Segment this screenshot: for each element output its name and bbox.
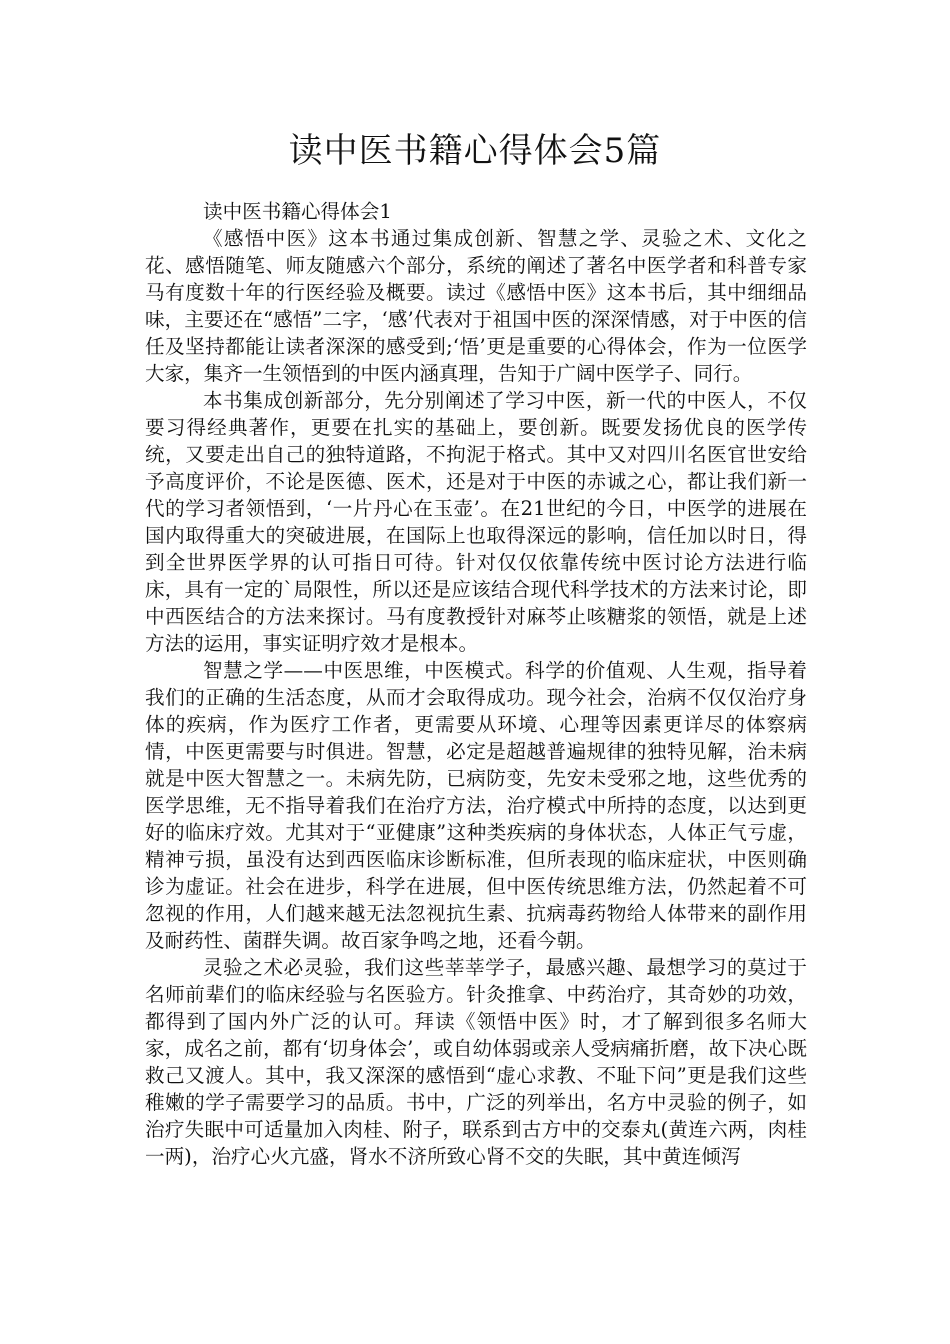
section-heading: 读中医书籍心得体会1 <box>203 200 392 223</box>
paragraph-1: 《感悟中医》这本书通过集成创新、智慧之学、灵验之术、文化之花、感悟随笔、师友随感六个部分，系统的阐述了著名中医学者和科普专家马有度数十年的行医经验及概要。读过《感悟中医》这本书后，其中细细品味，主要还在“感悟”二字，‘感’代表对于祖国中医的深深情感，对于中医的信任及坚持都能让读者深深的感受到;‘悟’更是重要的心得体会，作为一位医学大家，集齐一生领悟到的中医内涵真理，告知于广阔中医学子、同行。 <box>145 227 807 385</box>
paragraph-4: 灵验之术必灵验，我们这些莘莘学子，最感兴趣、最想学习的莫过于名师前辈们的临床经验与名医验方。针灸推拿、中药治疗，其奇妙的功效，都得到了国内外广泛的认可。拜读《领悟中医》时，才了解到很多名师大家，成名之前，都有‘切身体会’，或自幼体弱或亲人受病痛折磨，故下决心既救己又渡人。其中，我又深深的感悟到“虚心求教、不耻下问”更是我们这些稚嫩的学子需要学习的品质。书中，广泛的列举出，名方中灵验的例子，如治疗失眠中可适量加入肉桂、附子，联系到古方中的交泰丸(黄连六两，肉桂一两)，治疗心火亢盛，肾水不济所致心肾不交的失眠，其中黄连倾泻 <box>145 956 807 1168</box>
paragraph-2: 本书集成创新部分，先分别阐述了学习中医，新一代的中医人，不仅要习得经典著作，更要在扎实的基础上，要创新。既要发扬优良的医学传统，又要走出自己的独特道路，不拘泥于格式。其中又对四川名医官世安给予高度评价，不论是医德、医术，还是对于中医的赤诚之心，都让我们新一代的学习者领悟到，‘一片丹心在玉壶’。在21世纪的今日，中医学的进展在国内取得重大的突破进展，在国际上也取得深远的影响，信任加以时日，得到全世界医学界的认可指日可待。针对仅仅依靠传统中医讨论方法进行临床，具有一定的`局限性，所以还是应该结合现代科学技术的方法来讨论，即中西医结合的方法来探讨。马有度教授针对麻芩止咳糖浆的领悟，就是上述方法的运用，事实证明疗效才是根本。 <box>145 389 807 655</box>
paragraph-3: 智慧之学——中医思维，中医模式。科学的价值观、人生观，指导着我们的正确的生活态度，从而才会取得成功。现今社会，治病不仅仅治疗身体的疾病，作为医疗工作者，更需要从环境、心理等因素更详尽的体察病情，中医更需要与时俱进。智慧，必定是超越普遍规律的独特见解，治未病就是中医大智慧之一。未病先防，已病防变，先安未受邪之地，这些优秀的医学思维，无不指导着我们在治疗方法，治疗模式中所持的态度，以达到更好的临床疗效。尤其对于“亚健康”这种类疾病的身体状态，人体正气亏虚，精神亏损，虽没有达到西医临床诊断标准，但所表现的临床症状，中医则确诊为虚证。社会在进步，科学在进展，但中医传统思维方法，仍然起着不可忽视的作用，人们越来越无法忽视抗生素、抗病毒药物给人体带来的副作用及耐药性、菌群失调。故百家争鸣之地，还看今朝。 <box>145 659 807 952</box>
document-title: 读中医书籍心得体会5篇 <box>288 131 662 171</box>
document-body <box>145 198 807 1170</box>
